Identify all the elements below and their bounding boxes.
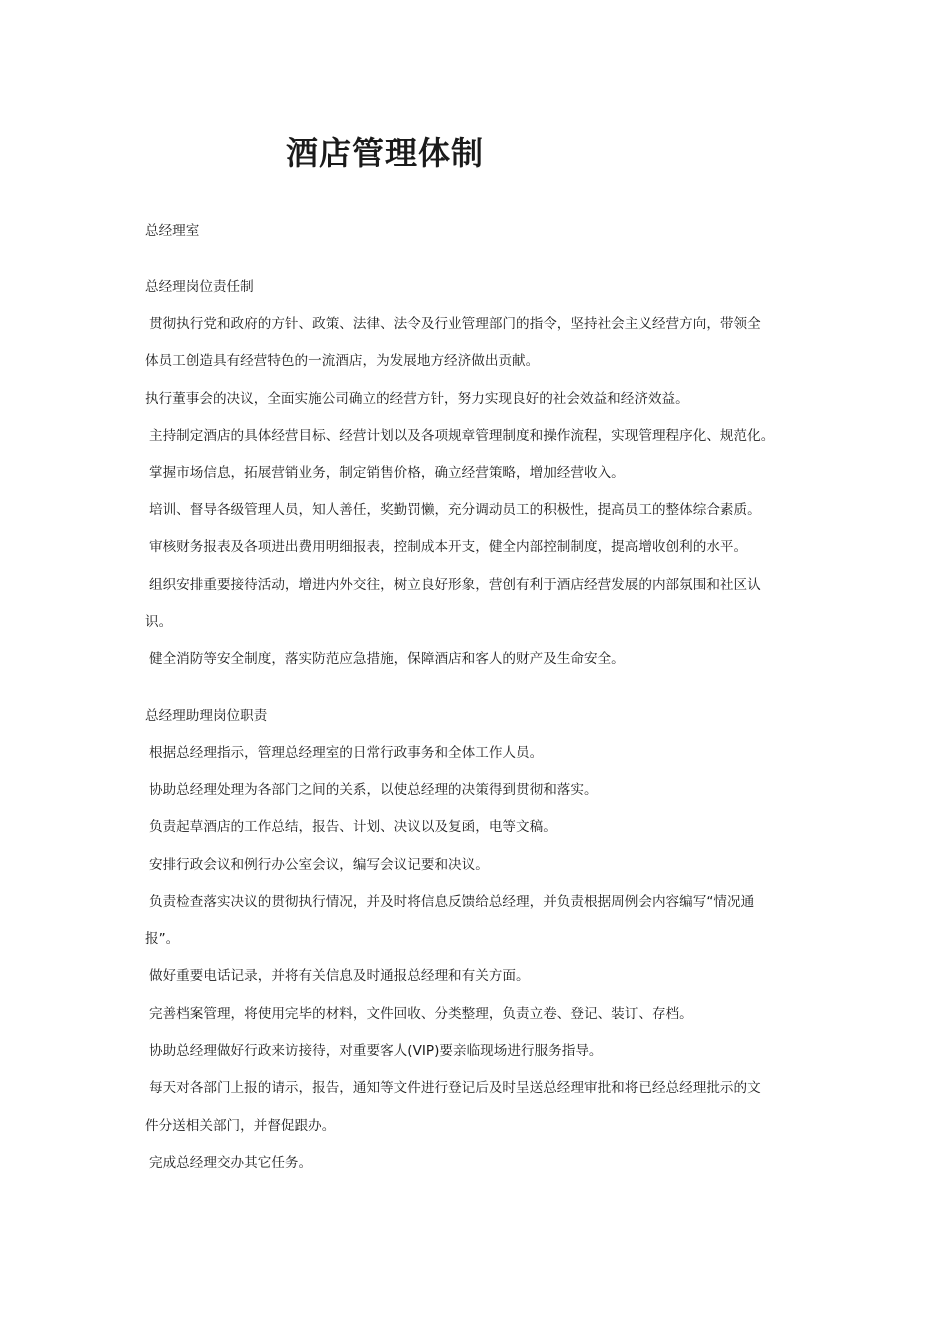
paragraph-line: 件分送相关部门，并督促跟办。 (145, 1118, 336, 1134)
paragraph-line: 每天对各部门上报的请示，报告，通知等文件进行登记后及时呈送总经理审批和将已经总经理批示的文 (149, 1080, 761, 1096)
paragraph-line: 贯彻执行党和政府的方针、政策、法律、法令及行业管理部门的指令，坚持社会主义经营方向，带领全 (149, 316, 761, 332)
paragraph-line: 协助总经理做好行政来访接待，对重要客人(VIP)要亲临现场进行服务指导。 (149, 1043, 603, 1059)
paragraph-line: 做好重要电话记录，并将有关信息及时通报总经理和有关方面。 (149, 968, 530, 984)
department-label: 总经理室 (145, 223, 200, 239)
section-heading-gm-responsibility: 总经理岗位责任制 (145, 279, 254, 295)
paragraph-line: 负责检查落实决议的贯彻执行情况，并及时将信息反馈给总经理，并负责根据周例会内容编写“情况通 (149, 894, 755, 910)
paragraph-line: 体员工创造具有经营特色的一流酒店，为发展地方经济做出贡献。 (145, 353, 540, 369)
paragraph-line: 负责起草酒店的工作总结，报告、计划、决议以及复函，电等文稿。 (149, 819, 557, 835)
paragraph-line: 执行董事会的决议，全面实施公司确立的经营方针，努力实现良好的社会效益和经济效益。 (145, 391, 689, 407)
paragraph-line: 安排行政会议和例行办公室会议，编写会议记要和决议。 (149, 857, 489, 873)
section-heading-assistant-duties: 总经理助理岗位职责 (145, 708, 268, 724)
paragraph-line: 根据总经理指示，管理总经理室的日常行政事务和全体工作人员。 (149, 745, 544, 761)
paragraph-line: 识。 (145, 614, 173, 630)
paragraph-line: 主持制定酒店的具体经营目标、经营计划以及各项规章管理制度和操作流程，实现管理程序化、规范化。 (149, 428, 775, 444)
paragraph-line: 完成总经理交办其它任务。 (149, 1155, 313, 1171)
paragraph-line: 掌握市场信息，拓展营销业务，制定销售价格，确立经营策略，增加经营收入。 (149, 465, 625, 481)
paragraph-line: 完善档案管理，将使用完毕的材料，文件回收、分类整理，负责立卷、登记、装订、存档。 (149, 1006, 693, 1022)
paragraph-line: 报”。 (145, 931, 180, 947)
paragraph-line: 审核财务报表及各项进出费用明细报表，控制成本开支，健全内部控制制度，提高增收创利的水平。 (149, 539, 748, 555)
document-title: 酒店管理体制 (286, 134, 485, 172)
paragraph-line: 组织安排重要接待活动，增进内外交往，树立良好形象，营创有利于酒店经营发展的内部氛围和社区认 (149, 577, 761, 593)
paragraph-line: 协助总经理处理为各部门之间的关系，以使总经理的决策得到贯彻和落实。 (149, 782, 598, 798)
paragraph-line: 培训、督导各级管理人员，知人善任，奖勤罚懒，充分调动员工的积极性，提高员工的整体综合素质。 (149, 502, 761, 518)
paragraph-line: 健全消防等安全制度，落实防范应急措施，保障酒店和客人的财产及生命安全。 (149, 651, 625, 667)
